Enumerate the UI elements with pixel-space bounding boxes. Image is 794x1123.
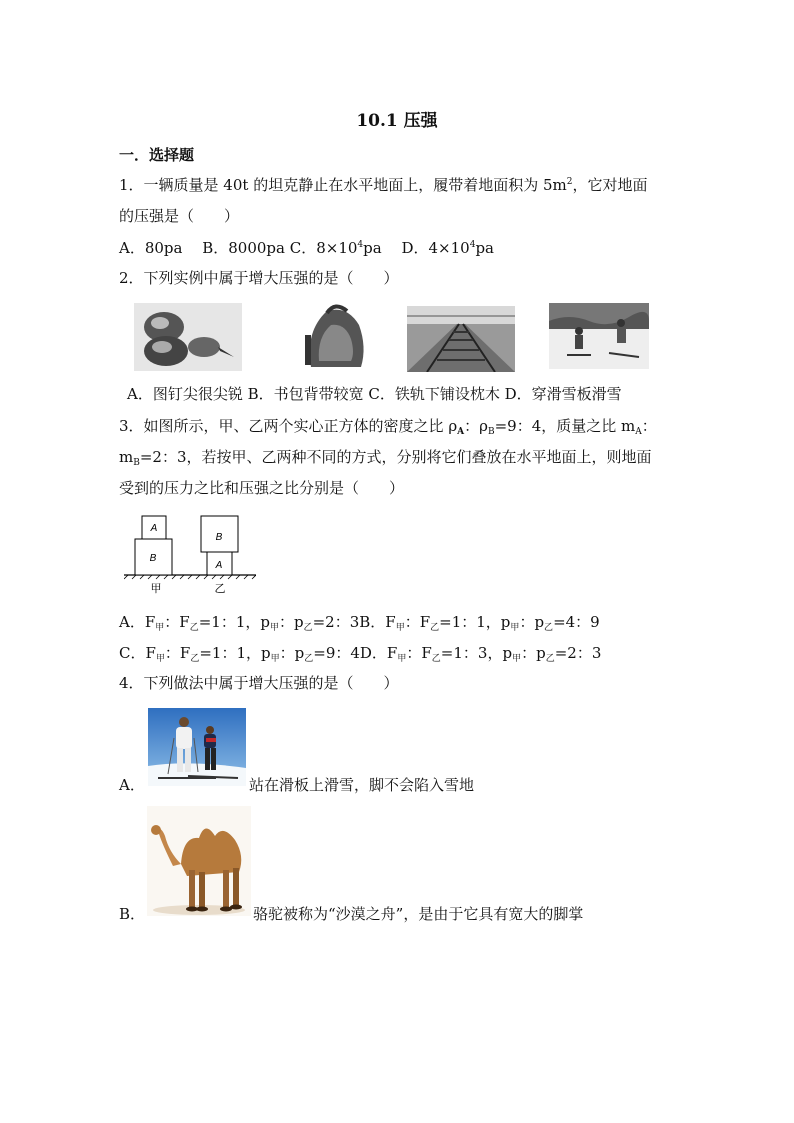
label-jia: 甲 bbox=[150, 583, 162, 595]
q1-line-1: 1．一辆质量是 40t 的坦克静止在水平地面上，履带着地面积为 $5m^2$，它对地面 bbox=[119, 176, 648, 194]
page-title: 10.1 压强 bbox=[356, 111, 438, 131]
q4-stem: 4．下列做法中属于增大压强的是（ ） bbox=[119, 674, 399, 692]
cube-label-b-top: B bbox=[215, 532, 223, 543]
q2-options: A．图钉尖很尖锐 B．书包背带较宽 C．铁轨下铺设枕木 D．穿滑雪板滑雪 bbox=[127, 385, 622, 403]
q3-line-1: 3．如图所示，甲、乙两个实心正方体的密度之比 $\rho_A$：$\rho_B=9$：4，质量之比 $m_A$： bbox=[119, 417, 657, 437]
cube-label-a-top: A bbox=[150, 523, 158, 534]
ski-snow-photo bbox=[148, 708, 246, 786]
thumbtack-photo bbox=[134, 303, 242, 371]
q4-option-a-text: 站在滑板上滑雪，脚不会陷入雪地 bbox=[249, 776, 475, 794]
camel-photo bbox=[147, 806, 251, 916]
section-heading: 一．选择题 bbox=[119, 146, 195, 164]
label-yi: 乙 bbox=[214, 583, 226, 595]
q3-line-2: $m_B=2$：3，若按甲、乙两种不同的方式，分别将它们叠放在水平地面上，则地面 bbox=[119, 448, 652, 468]
q1-options: A．80pa B．8000pa C．$8\times 10^4pa$ D．$4\times 10^4pa$ bbox=[119, 239, 494, 257]
q2-stem: 2．下列实例中属于增大压强的是（ ） bbox=[119, 269, 399, 287]
q4-option-a: A． bbox=[119, 776, 145, 794]
cube-label-b-bottom: B bbox=[149, 553, 157, 564]
q3-options-row-2: C．$F_甲$：$F_乙=1$：1，$p_甲$：$p_乙=9$：4D．$F_甲$：$F_乙=1$：3，$p_甲$：$p_乙=2$：3 bbox=[119, 644, 602, 664]
backpack-photo bbox=[297, 301, 371, 373]
q3-options-row-1: A．$F_甲$：$F_乙=1$：1，$p_甲$：$p_乙=2$：3B．$F_甲$：$F_乙=1$：1，$p_甲$：$p_乙=4$：9 bbox=[119, 613, 600, 633]
railway-photo bbox=[407, 306, 515, 372]
cube-stack-figure bbox=[124, 514, 256, 596]
q1-line-2: 的压强是（ ） bbox=[119, 207, 240, 225]
cube-label-a-bottom: A bbox=[215, 560, 223, 571]
q4-option-b-text: 骆驼被称为“沙漠之舟”，是由于它具有宽大的脚掌 bbox=[253, 905, 584, 923]
q4-option-b: B． bbox=[119, 905, 146, 923]
skiing-photo bbox=[549, 303, 649, 369]
q3-line-3: 受到的压力之比和压强之比分别是（ ） bbox=[119, 479, 405, 497]
